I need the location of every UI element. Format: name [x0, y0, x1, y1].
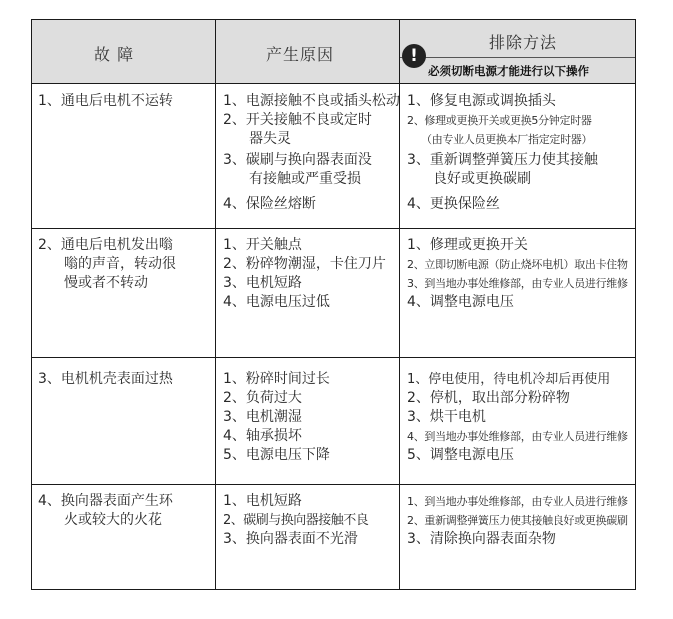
remedy-line: 3、烘干电机	[407, 409, 486, 425]
remedy-line: 2、立即切断电源（防止烧坏电机）取出卡住物	[407, 258, 628, 271]
remedy-line: 2、修理或更换开关或更换5分钟定时器	[407, 114, 592, 127]
header-remedy: 排除方法	[489, 33, 558, 52]
cause-line: 4、轴承损坏	[223, 428, 302, 444]
remedy-line: 1、修复电源或调换插头	[407, 93, 556, 109]
fault-line: 慢或者不转动	[64, 275, 148, 291]
remedy-line: 4、调整电源电压	[407, 294, 514, 310]
cause-line: 1、粉碎时间过长	[223, 371, 330, 387]
fault-line: 3、电机机壳表面过热	[38, 371, 173, 387]
table-row-1-remedy	[407, 92, 598, 214]
troubleshooting-table	[31, 19, 636, 590]
exclamation-circle-icon: !	[402, 44, 426, 68]
cause-line: 5、电源电压下降	[223, 447, 330, 463]
table-row-4-cause	[223, 492, 368, 549]
remedy-line: 良好或更换碳刷	[433, 171, 531, 187]
column-divider-1	[215, 20, 216, 589]
cause-line: 有接触或严重受损	[249, 171, 361, 187]
header-cause: 产生原因	[266, 45, 335, 64]
remedy-line: 4、更换保险丝	[407, 196, 500, 212]
table-row-3-remedy	[407, 370, 628, 465]
remedy-line: 1、修理或更换开关	[407, 237, 528, 253]
fault-line: 火或较大的火花	[64, 512, 162, 528]
cause-line: 1、开关触点	[223, 237, 302, 253]
fault-line: 2、通电后电机发出嗡	[38, 237, 173, 253]
remedy-line: 5、调整电源电压	[407, 447, 514, 463]
table-row-3-cause	[223, 370, 330, 465]
table-row-2-cause	[223, 236, 386, 312]
fault-line: 4、换向器表面产生环	[38, 493, 173, 509]
cause-line: 2、粉碎物潮湿，卡住刀片	[223, 256, 386, 272]
cause-line: 器失灵	[249, 131, 291, 147]
header-fault: 故 障	[94, 45, 135, 64]
cause-line: 3、电机潮湿	[223, 409, 302, 425]
cause-line: 3、换向器表面不光滑	[223, 531, 358, 547]
row-divider-2	[32, 357, 635, 358]
remedy-line: 3、重新调整弹簧压力使其接触	[407, 152, 598, 168]
table-row-4-fault	[38, 492, 173, 530]
remedy-line: 3、清除换向器表面杂物	[407, 531, 556, 547]
fault-line: 1、通电后电机不运转	[38, 93, 173, 109]
remedy-line: （由专业人员更换本厂指定定时器）	[421, 133, 593, 146]
row-divider-3	[32, 484, 635, 485]
header-remedy-note: 必须切断电源才能进行以下操作	[428, 64, 589, 78]
table-row-3-fault	[38, 370, 173, 389]
row-divider-1	[32, 228, 635, 229]
table-row-1-fault	[38, 92, 173, 111]
cause-line: 1、电机短路	[223, 493, 302, 509]
remedy-line: 4、到当地办事处维修部，由专业人员进行维修	[407, 430, 628, 443]
remedy-line: 2、停机，取出部分粉碎物	[407, 390, 570, 406]
remedy-line: 2、重新调整弹簧压力使其接触良好或更换碳刷	[407, 514, 628, 527]
table-row-1-cause	[223, 92, 400, 214]
header-sub-divider	[400, 57, 635, 58]
table-row-2-fault	[38, 236, 176, 293]
cause-line: 4、电源电压过低	[223, 294, 330, 310]
cause-line: 1、电源接触不良或插头松动	[223, 93, 400, 109]
cause-line: 2、负荷过大	[223, 390, 302, 406]
table-row-2-remedy	[407, 236, 628, 312]
fault-line: 嗡的声音，转动很	[64, 256, 176, 272]
cause-line: 4、保险丝熔断	[223, 196, 316, 212]
table-row-4-remedy	[407, 492, 628, 549]
table-header	[32, 20, 635, 84]
remedy-line: 3、到当地办事处维修部，由专业人员进行维修	[407, 277, 628, 290]
cause-line: 2、开关接触不良或定时	[223, 112, 372, 128]
cause-line: 2、碳刷与换向器接触不良	[223, 513, 369, 528]
remedy-line: 1、停电使用，待电机冷却后再使用	[407, 372, 611, 387]
cause-line: 3、碳刷与换向器表面没	[223, 152, 372, 168]
remedy-line: 1、到当地办事处维修部，由专业人员进行维修	[407, 495, 628, 508]
cause-line: 3、电机短路	[223, 275, 302, 291]
